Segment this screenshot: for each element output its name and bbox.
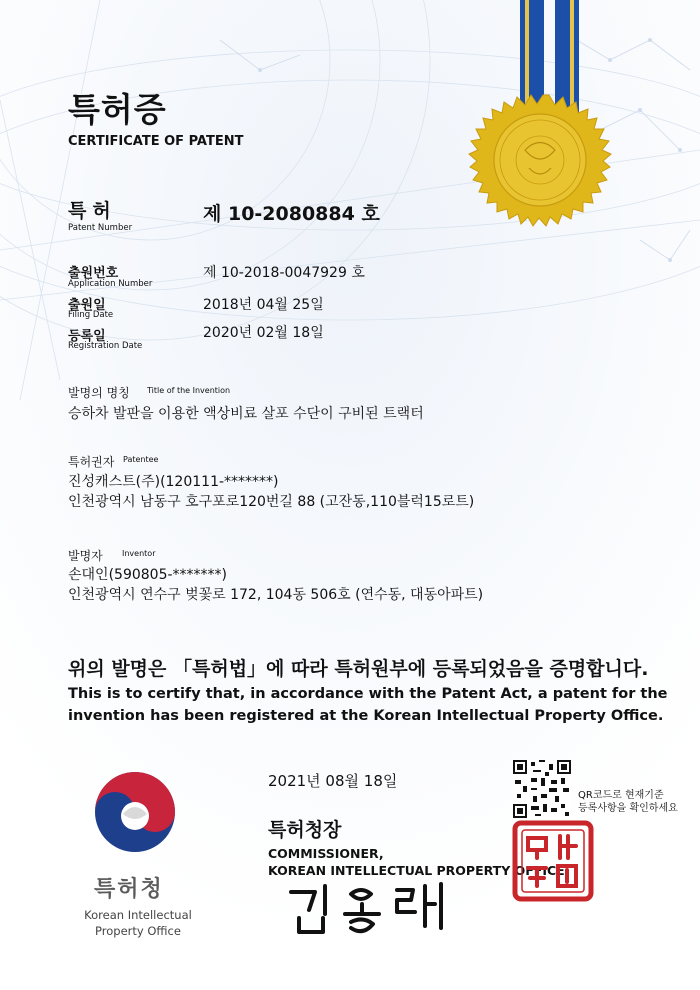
patentee-label-en: Patentee	[123, 455, 159, 464]
ribbon-right	[555, 0, 579, 115]
office-name-en-line2: Property Office	[95, 924, 181, 938]
certification-text-ko: 위의 발명은 「특허법」에 따라 특허원부에 등록되었음을 증명합니다.	[68, 658, 649, 680]
commissioner-title-ko: 특허청장	[268, 819, 342, 841]
inventor-label-ko: 발명자	[68, 549, 103, 563]
kipo-taegeuk-logo-icon	[93, 770, 177, 854]
patent-label-ko: 특허	[68, 200, 117, 222]
invention-label-ko: 발명의 명칭	[68, 386, 130, 400]
filing-date: 2018년 04월 25일	[203, 297, 324, 313]
patentee-label-ko: 특허권자	[68, 455, 115, 469]
qr-note-line2: 등록사항을 확인하세요	[578, 803, 678, 814]
application-number: 제 10-2018-0047929 호	[203, 265, 365, 281]
application-label-en: Application Number	[68, 279, 153, 289]
registration-date-label-en: Registration Date	[68, 341, 143, 351]
invention-label-en: Title of the Invention	[147, 386, 231, 395]
issue-date: 2021년 08월 18일	[268, 772, 398, 790]
patent-label-en: Patent Number	[68, 223, 133, 233]
registration-date: 2020년 02월 18일	[203, 325, 324, 341]
office-name-en-line1: Korean Intellectual	[84, 908, 192, 922]
invention-title: 승하차 발판을 이용한 액상비료 살포 수단이 구비된 트랙터	[68, 406, 424, 422]
filing-date-label-en: Filing Date	[68, 310, 114, 320]
qr-note	[578, 789, 678, 815]
commissioner-title-en-line2: KOREAN INTELLECTUAL PROPERTY OFFICE	[268, 863, 565, 878]
qr-note-line1: QR코드로 현재기준	[578, 790, 664, 801]
official-red-stamp	[512, 820, 594, 902]
patentee-address: 인천광역시 남동구 호구포로120번길 88 (고잔동,110블럭15로트)	[68, 494, 475, 510]
certification-text-en: This is to certify that, in accordance with the Patent Act, a patent for the invention has been registered at the Korean Intellectual Property Office.	[68, 686, 668, 724]
patent-number: 제 10-2080884 호	[203, 203, 380, 225]
qr-code[interactable]	[513, 760, 571, 818]
registration-date-label-ko: 등록일	[68, 329, 106, 344]
inventor-name: 손대인(590805-*******)	[68, 567, 227, 583]
commissioner-title-en-line1: COMMISSIONER,	[268, 846, 384, 861]
application-label-ko: 출원번호	[68, 266, 119, 281]
certificate-title-en: CERTIFICATE OF PATENT	[68, 134, 244, 149]
inventor-address: 인천광역시 연수구 벚꽃로 172, 104동 506호 (연수동, 대동아파트)	[68, 587, 484, 603]
office-name-en	[72, 907, 204, 939]
commissioner-signature	[285, 880, 455, 940]
inventor-label-en: Inventor	[122, 549, 156, 558]
certificate-title-ko: 특허증	[68, 90, 167, 129]
gold-seal-emblem	[463, 0, 638, 270]
patentee-name: 진성캐스트(주)(120111-*******)	[68, 474, 279, 490]
office-name-ko: 특허청	[94, 877, 164, 902]
filing-date-label-ko: 출원일	[68, 298, 106, 313]
